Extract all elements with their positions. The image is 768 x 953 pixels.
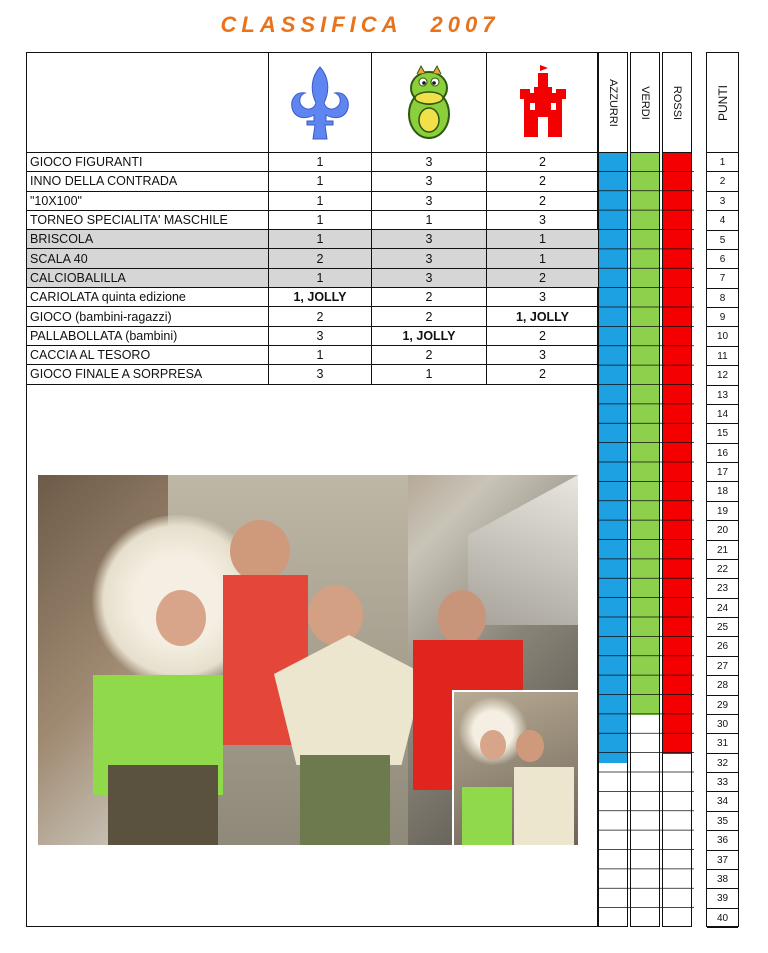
azzurri-score: 1	[269, 268, 372, 287]
game-name: PALLABOLLATA (bambini)	[27, 326, 269, 345]
rossi-score: 1, JOLLY	[487, 307, 599, 326]
game-name: GIOCO FIGURANTI	[27, 153, 269, 172]
game-row	[27, 345, 599, 364]
points-number: 24	[707, 599, 738, 618]
azzurri-score: 1	[269, 210, 372, 229]
azzurri-score: 1	[269, 153, 372, 172]
azzurri-score-bar	[599, 153, 627, 763]
azzurri-score: 1	[269, 345, 372, 364]
game-row	[27, 153, 599, 172]
game-row	[27, 230, 599, 249]
rossi-score: 1	[487, 230, 599, 249]
game-name: CALCIOBALILLA	[27, 268, 269, 287]
game-row	[27, 210, 599, 229]
inset-photo	[452, 690, 580, 847]
points-number: 2	[707, 172, 738, 191]
points-list	[707, 153, 738, 928]
points-number: 38	[707, 870, 738, 889]
points-number: 29	[707, 696, 738, 715]
game-name: GIOCO FINALE A SORPRESA	[27, 365, 269, 384]
points-number: 15	[707, 424, 738, 443]
rossi-score: 2	[487, 268, 599, 287]
rossi-score: 3	[487, 345, 599, 364]
rossi-bar-column	[662, 52, 692, 927]
verdi-score: 3	[372, 268, 487, 287]
points-number: 11	[707, 347, 738, 366]
verdi-score: 2	[372, 307, 487, 326]
game-row	[27, 172, 599, 191]
points-scale	[706, 52, 739, 927]
games-table	[26, 52, 599, 385]
points-number: 13	[707, 386, 738, 405]
castle-icon	[518, 63, 568, 143]
points-number: 35	[707, 812, 738, 831]
points-number: 10	[707, 327, 738, 346]
rossi-score: 2	[487, 153, 599, 172]
title-word: CLASSIFICA	[220, 12, 403, 37]
azzurri-bar-column	[598, 52, 628, 927]
emblem-row	[27, 53, 599, 153]
game-row	[27, 288, 599, 307]
face	[230, 520, 290, 582]
azzurri-score: 2	[269, 307, 372, 326]
points-number: 5	[707, 231, 738, 250]
points-number: 37	[707, 851, 738, 870]
verdi-score: 1	[372, 365, 487, 384]
face	[438, 590, 486, 645]
azzurri-score: 1	[269, 230, 372, 249]
verdi-score: 3	[372, 191, 487, 210]
azzurri-score: 2	[269, 249, 372, 268]
points-number: 16	[707, 444, 738, 463]
dragon-icon	[399, 62, 459, 144]
verdi-score: 2	[372, 288, 487, 307]
points-number: 32	[707, 754, 738, 773]
azzurri-score: 1	[269, 172, 372, 191]
points-number: 40	[707, 909, 738, 928]
corduroy-pants	[108, 765, 218, 845]
azzurri-score: 1	[269, 191, 372, 210]
points-number: 3	[707, 192, 738, 211]
game-name: CACCIA AL TESORO	[27, 345, 269, 364]
game-rows	[27, 153, 599, 385]
verdi-score: 3	[372, 172, 487, 191]
fleur-de-lis-icon	[285, 63, 355, 143]
empty-header-cell	[27, 53, 269, 153]
points-number: 7	[707, 269, 738, 288]
points-number: 9	[707, 308, 738, 327]
points-number: 31	[707, 734, 738, 753]
game-name: TORNEO SPECIALITA' MASCHILE	[27, 210, 269, 229]
verdi-score-bar	[631, 153, 659, 715]
points-label: PUNTI	[715, 84, 730, 121]
azzurri-score: 3	[269, 326, 372, 345]
green-leggings	[300, 755, 390, 845]
rossi-score: 3	[487, 288, 599, 307]
points-number: 23	[707, 579, 738, 598]
points-number: 6	[707, 250, 738, 269]
azzurri-score: 3	[269, 365, 372, 384]
game-row	[27, 268, 599, 287]
azzurri-score: 1, JOLLY	[269, 288, 372, 307]
rossi-score: 1	[487, 249, 599, 268]
rossi-score: 2	[487, 172, 599, 191]
points-number: 1	[707, 153, 738, 172]
team-emblem-rossi	[487, 53, 599, 153]
points-number: 19	[707, 502, 738, 521]
rossi-score: 2	[487, 191, 599, 210]
rossi-score-bar	[663, 153, 691, 754]
game-name: GIOCO (bambini-ragazzi)	[27, 307, 269, 326]
points-number: 39	[707, 889, 738, 908]
game-row	[27, 326, 599, 345]
team-emblem-verdi	[372, 53, 487, 153]
points-number: 25	[707, 618, 738, 637]
points-number: 17	[707, 463, 738, 482]
verdi-score: 1, JOLLY	[372, 326, 487, 345]
points-number: 18	[707, 482, 738, 501]
game-row	[27, 249, 599, 268]
game-name: "10X100"	[27, 191, 269, 210]
points-number: 26	[707, 637, 738, 656]
points-number: 12	[707, 366, 738, 385]
verdi-bar-column	[630, 52, 660, 927]
verdi-score: 1	[372, 210, 487, 229]
game-name: INNO DELLA CONTRADA	[27, 172, 269, 191]
verdi-score: 3	[372, 249, 487, 268]
verdi-score: 3	[372, 230, 487, 249]
points-number: 14	[707, 405, 738, 424]
page-title	[0, 12, 720, 38]
game-row	[27, 191, 599, 210]
rossi-score: 3	[487, 210, 599, 229]
face	[156, 590, 206, 646]
verdi-score: 3	[372, 153, 487, 172]
points-number: 22	[707, 560, 738, 579]
face	[308, 585, 363, 645]
verdi-label: VERDI	[639, 85, 651, 120]
game-row	[27, 307, 599, 326]
rossi-score: 2	[487, 326, 599, 345]
game-name: BRISCOLA	[27, 230, 269, 249]
game-row	[27, 365, 599, 384]
azzurri-label: AZZURRI	[607, 78, 619, 127]
rossi-score: 2	[487, 365, 599, 384]
game-name: SCALA 40	[27, 249, 269, 268]
points-number: 34	[707, 792, 738, 811]
game-name: CARIOLATA quinta edizione	[27, 288, 269, 307]
face	[480, 730, 506, 760]
points-number: 4	[707, 211, 738, 230]
points-number: 36	[707, 831, 738, 850]
points-number: 28	[707, 676, 738, 695]
points-number: 27	[707, 657, 738, 676]
rossi-label: ROSSI	[671, 85, 683, 120]
points-number: 8	[707, 289, 738, 308]
team-emblem-azzurri	[269, 53, 372, 153]
points-number: 33	[707, 773, 738, 792]
points-number: 20	[707, 521, 738, 540]
points-number: 21	[707, 541, 738, 560]
verdi-score: 2	[372, 345, 487, 364]
points-number: 30	[707, 715, 738, 734]
title-year: 2007	[430, 12, 500, 37]
face	[516, 730, 544, 762]
